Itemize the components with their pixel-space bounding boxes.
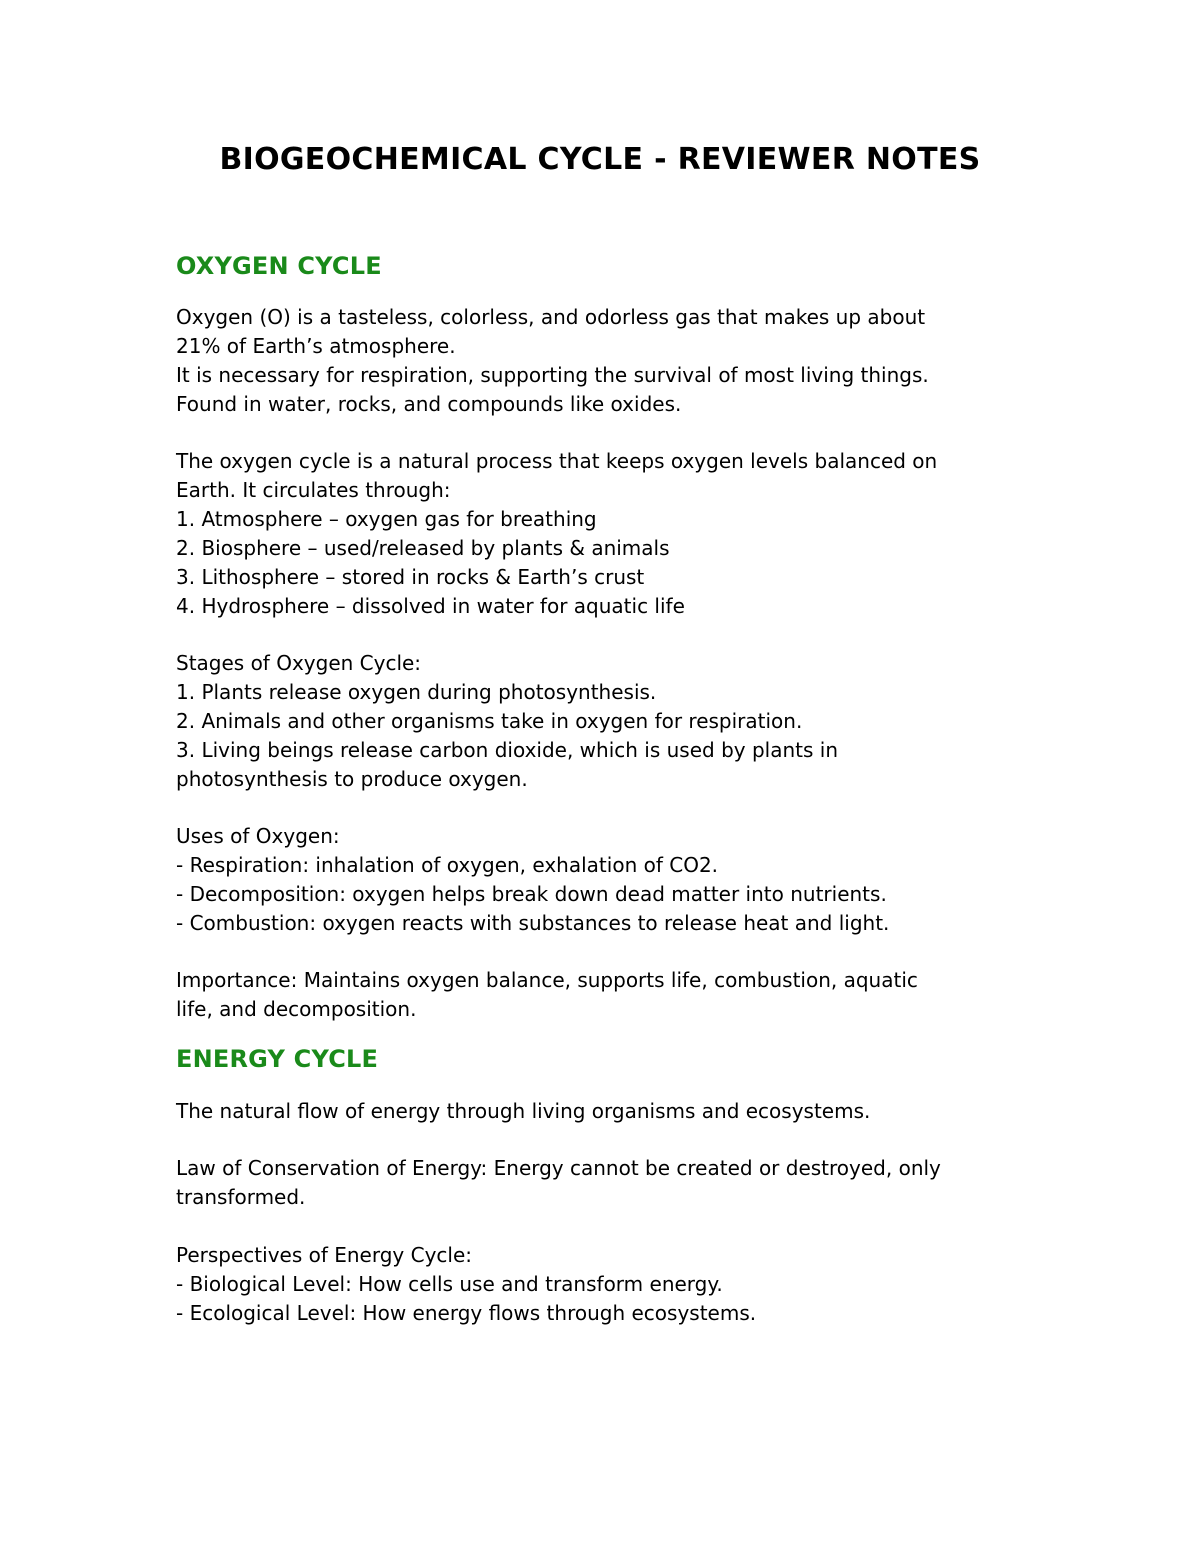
oxygen-stage-item: photosynthesis to produce oxygen. bbox=[176, 767, 528, 791]
oxygen-stages-heading: Stages of Oxygen Cycle: bbox=[176, 651, 422, 675]
energy-law-paragraph bbox=[176, 1154, 1036, 1212]
energy-perspectives-heading: Perspectives of Energy Cycle: bbox=[176, 1243, 473, 1267]
oxygen-process-paragraph bbox=[176, 447, 1036, 621]
oxygen-uses-paragraph bbox=[176, 822, 1036, 938]
oxygen-stage-item: 3. Living beings release carbon dioxide, which is used by plants in bbox=[176, 738, 839, 762]
oxygen-cycle-heading: OXYGEN CYCLE bbox=[176, 252, 382, 280]
oxygen-intro-line: Found in water, rocks, and compounds like oxides. bbox=[176, 392, 682, 416]
oxygen-use-item: - Decomposition: oxygen helps break down dead matter into nutrients. bbox=[176, 882, 887, 906]
energy-cycle-heading: ENERGY CYCLE bbox=[176, 1045, 379, 1073]
oxygen-use-item: - Respiration: inhalation of oxygen, exhalation of CO2. bbox=[176, 853, 719, 877]
energy-perspective-item: - Ecological Level: How energy flows through ecosystems. bbox=[176, 1301, 757, 1325]
oxygen-importance-paragraph bbox=[176, 966, 1036, 1024]
energy-law-line: transformed. bbox=[176, 1185, 306, 1209]
energy-intro-line: The natural flow of energy through living organisms and ecosystems. bbox=[176, 1099, 871, 1123]
oxygen-intro-line: It is necessary for respiration, supporting the survival of most living things. bbox=[176, 363, 929, 387]
oxygen-stage-item: 1. Plants release oxygen during photosynthesis. bbox=[176, 680, 657, 704]
oxygen-sphere-item: 2. Biosphere – used/released by plants & animals bbox=[176, 536, 670, 560]
oxygen-process-line: The oxygen cycle is a natural process that keeps oxygen levels balanced on bbox=[176, 449, 938, 473]
oxygen-sphere-item: 4. Hydrosphere – dissolved in water for aquatic life bbox=[176, 594, 685, 618]
oxygen-sphere-item: 3. Lithosphere – stored in rocks & Earth’s crust bbox=[176, 565, 645, 589]
oxygen-uses-heading: Uses of Oxygen: bbox=[176, 824, 340, 848]
document-title: BIOGEOCHEMICAL CYCLE - REVIEWER NOTES bbox=[219, 142, 981, 177]
energy-perspectives-paragraph bbox=[176, 1241, 1036, 1328]
oxygen-use-item: - Combustion: oxygen reacts with substances to release heat and light. bbox=[176, 911, 890, 935]
oxygen-stage-item: 2. Animals and other organisms take in oxygen for respiration. bbox=[176, 709, 803, 733]
oxygen-intro-line: 21% of Earth’s atmosphere. bbox=[176, 334, 456, 358]
oxygen-stages-paragraph bbox=[176, 649, 1036, 794]
oxygen-intro-paragraph bbox=[176, 303, 1036, 419]
oxygen-sphere-item: 1. Atmosphere – oxygen gas for breathing bbox=[176, 507, 597, 531]
energy-perspective-item: - Biological Level: How cells use and transform energy. bbox=[176, 1272, 723, 1296]
energy-intro-paragraph bbox=[176, 1097, 1036, 1126]
energy-law-line: Law of Conservation of Energy: Energy cannot be created or destroyed, only bbox=[176, 1156, 941, 1180]
oxygen-importance-line: Importance: Maintains oxygen balance, supports life, combustion, aquatic bbox=[176, 968, 918, 992]
oxygen-intro-line: Oxygen (O) is a tasteless, colorless, and odorless gas that makes up about bbox=[176, 305, 926, 329]
oxygen-importance-line: life, and decomposition. bbox=[176, 997, 417, 1021]
oxygen-process-line: Earth. It circulates through: bbox=[176, 478, 451, 502]
